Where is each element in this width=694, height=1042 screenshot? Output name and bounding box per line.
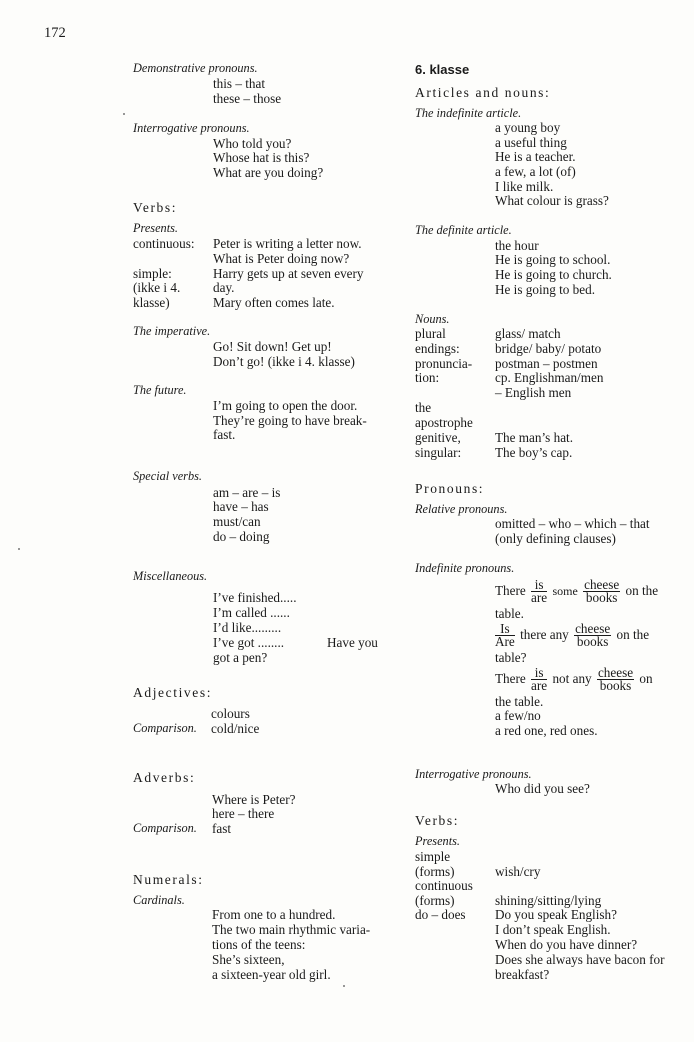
fraction-line — [495, 620, 649, 650]
row-label: plural — [415, 326, 446, 341]
text-line: got a pen? — [213, 650, 268, 665]
text-span: There — [495, 583, 526, 598]
fraction-numerator: is — [531, 667, 547, 680]
text-line: From one to a hundred. — [212, 907, 336, 922]
scan-speck — [343, 985, 345, 987]
text-line: a useful thing — [495, 135, 567, 150]
text-line: have – has — [213, 499, 269, 514]
fraction-cheese-books — [574, 623, 611, 648]
fraction-denominator: books — [599, 678, 632, 694]
row-label: the — [415, 400, 432, 415]
text-span: There — [495, 671, 526, 686]
text-line: postman – postmen — [495, 356, 598, 371]
text-line: the table. — [495, 694, 544, 709]
text-line: cp. Englishman/men — [495, 370, 604, 385]
presents-heading: Presents. — [133, 221, 178, 235]
text-span: not any — [552, 671, 592, 686]
text-line: glass/ match — [495, 326, 561, 341]
text-line: Who told you? — [213, 136, 292, 151]
verbs-heading: Verbs: — [133, 200, 178, 215]
fraction-numerator: cheese — [575, 621, 611, 637]
text-line: shining/sitting/lying — [495, 893, 602, 908]
row-label: simple: — [133, 266, 172, 281]
numerals-heading: Numerals: — [133, 872, 204, 887]
text-line: When do you have dinner? — [495, 937, 638, 952]
text-line: (only defining clauses) — [495, 531, 616, 546]
imperative-heading: The imperative. — [133, 324, 211, 338]
text-line: She’s sixteen, — [212, 952, 285, 967]
fraction-line — [495, 576, 658, 606]
text-line: I’ve got ........ — [213, 635, 285, 650]
text-line: What is Peter doing now? — [213, 251, 350, 266]
text-line: a red one, red ones. — [495, 723, 598, 738]
text-line: Don’t go! (ikke i 4. klasse) — [213, 354, 355, 369]
text-line: do – doing — [213, 529, 270, 544]
text-line: They’re going to have break- — [213, 413, 367, 428]
text-line: I’ve finished..... — [213, 590, 297, 605]
text-span: some — [552, 584, 578, 598]
cardinals-heading: Cardinals. — [133, 893, 185, 907]
row-label: simple — [415, 849, 451, 864]
text-line: The man’s hat. — [495, 430, 574, 445]
presents-heading: Presents. — [415, 834, 460, 848]
scan-speck — [18, 548, 20, 550]
interrogative-pronouns-heading: Interrogative pronouns. — [415, 767, 532, 781]
row-label: (ikke i 4. — [133, 280, 181, 295]
text-line: a few/no — [495, 708, 541, 723]
fraction-numerator: Is — [495, 623, 515, 636]
indefinite-pronouns-heading: Indefinite pronouns. — [415, 561, 515, 575]
text-line: Do you speak English? — [495, 907, 617, 922]
row-label: endings: — [415, 341, 460, 356]
text-line: The boy’s cap. — [495, 445, 573, 460]
text-line: Who did you see? — [495, 781, 590, 796]
definite-article-heading: The definite article. — [415, 223, 512, 237]
row-label: (forms) — [415, 864, 455, 879]
comparison-label: Comparison. — [133, 821, 197, 835]
text-line: fast. — [213, 427, 236, 442]
demonstrative-heading: Demonstrative pronouns. — [133, 61, 258, 75]
text-line: Whose hat is this? — [213, 150, 310, 165]
scan-speck — [123, 113, 125, 115]
text-line: a young boy — [495, 120, 561, 135]
text-line: Where is Peter? — [212, 792, 296, 807]
text-line: I like milk. — [495, 179, 554, 194]
fraction-numerator: is — [531, 579, 547, 592]
text-line: – English men — [495, 385, 572, 400]
text-line: a few, a lot (of) — [495, 164, 576, 179]
row-label: continuous — [415, 878, 473, 893]
articles-heading: Articles and nouns: — [415, 85, 551, 100]
fraction-cheese-books — [597, 667, 634, 692]
section-title: 6. klasse — [415, 62, 470, 77]
fraction-numerator: cheese — [597, 665, 634, 681]
comparison-label: Comparison. — [133, 721, 197, 735]
text-line: tions of the teens: — [212, 937, 306, 952]
text-line: breakfast? — [495, 967, 550, 982]
adjectives-heading: Adjectives: — [133, 685, 213, 700]
text-line: He is a teacher. — [495, 149, 576, 164]
text-line: Have you — [327, 635, 378, 650]
text-line: omitted – who – which – that — [495, 516, 650, 531]
row-label: do – does — [415, 907, 466, 922]
text-line: am – are – is — [213, 485, 281, 500]
special-verbs-heading: Special verbs. — [133, 469, 202, 483]
interrogative-heading: Interrogative pronouns. — [133, 121, 250, 135]
relative-pronouns-heading: Relative pronouns. — [415, 502, 508, 516]
page-number: 172 — [44, 25, 66, 41]
text-line: table? — [495, 650, 527, 665]
text-line: The two main rhythmic varia- — [212, 922, 371, 937]
text-line: I’d like......... — [213, 620, 282, 635]
text-line: He is going to school. — [495, 252, 611, 267]
row-label: genitive, — [415, 430, 461, 445]
fraction-denominator: are — [531, 678, 548, 694]
text-line: Harry gets up at seven every — [213, 266, 364, 281]
pronouns-heading: Pronouns: — [415, 481, 485, 496]
fraction-is-are — [495, 623, 515, 648]
text-line: a sixteen-year old girl. — [212, 967, 331, 982]
fraction-is-are — [531, 667, 547, 692]
text-line: He is going to bed. — [495, 282, 595, 297]
future-heading: The future. — [133, 383, 187, 397]
text-line: this – that — [213, 76, 266, 91]
row-label: apostrophe — [415, 415, 473, 430]
text-line: fast — [212, 821, 232, 836]
fraction-numerator: cheese — [584, 577, 620, 593]
text-line: table. — [495, 606, 524, 621]
indefinite-article-heading: The indefinite article. — [415, 106, 522, 120]
text-line: Does she always have bacon for — [495, 952, 665, 967]
row-label: singular: — [415, 445, 462, 460]
text-line: cold/nice — [211, 721, 260, 736]
text-line: Peter is writing a letter now. — [213, 236, 362, 251]
row-label: tion: — [415, 370, 440, 385]
fraction-denominator: books — [576, 634, 609, 650]
text-line: I’m going to open the door. — [213, 398, 358, 413]
text-line: I’m called ...... — [213, 605, 290, 620]
text-line: here – there — [212, 806, 275, 821]
text-line: What are you doing? — [213, 165, 324, 180]
fraction-denominator: books — [585, 590, 618, 606]
text-span: on the — [625, 583, 659, 598]
nouns-heading: Nouns. — [415, 312, 450, 326]
text-line: Mary often comes late. — [213, 295, 335, 310]
text-span: on the — [616, 627, 650, 642]
text-line: Go! Sit down! Get up! — [213, 339, 332, 354]
adverbs-heading: Adverbs: — [133, 770, 196, 785]
text-line: must/can — [213, 514, 261, 529]
text-span: there any — [520, 627, 569, 642]
text-line: He is going to church. — [495, 267, 612, 282]
fraction-cheese-books — [583, 579, 620, 604]
text-line: wish/cry — [495, 864, 541, 879]
row-label: (forms) — [415, 893, 455, 908]
miscellaneous-heading: Miscellaneous. — [133, 569, 208, 583]
text-line: What colour is grass? — [495, 193, 609, 208]
text-line: day. — [213, 280, 235, 295]
text-line: colours — [211, 706, 250, 721]
row-label: pronuncia- — [415, 356, 473, 371]
fraction-line — [495, 664, 653, 694]
text-line: these – those — [213, 91, 282, 106]
fraction-is-are — [531, 579, 547, 604]
text-line: bridge/ baby/ potato — [495, 341, 602, 356]
text-line: the hour — [495, 238, 539, 253]
row-label: continuous: — [133, 236, 195, 251]
verbs-heading: Verbs: — [415, 813, 460, 828]
fraction-denominator: Are — [495, 634, 515, 650]
row-label: klasse) — [133, 295, 170, 310]
fraction-denominator: are — [531, 590, 548, 606]
text-span: on — [639, 671, 653, 686]
text-line: I don’t speak English. — [495, 922, 611, 937]
